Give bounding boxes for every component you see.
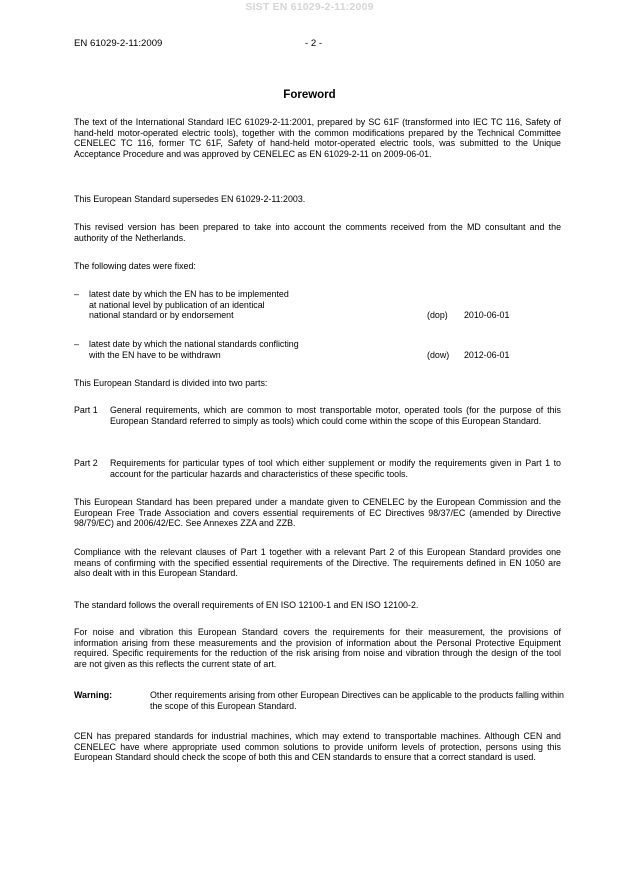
paragraph-divided: This European Standard is divided into two parts: — [74, 378, 268, 388]
list-dash: – — [74, 289, 79, 299]
warning-label: Warning: — [74, 690, 113, 700]
page-number: - 2 - — [305, 38, 323, 49]
paragraph-compliance: Compliance with the relevant clauses of Part 1 together with a relevant Part 2 of this European Standard provides one means of confirming with the specified essential requirements of the Directive. The requirements defined in EN 1050 are also dealt with in this European Standard. — [74, 547, 561, 579]
paragraph-supersedes: This European Standard supersedes EN 61029-2-11:2003. — [74, 194, 306, 204]
date-code: (dop) — [427, 310, 448, 320]
date-value: 2010-06-01 — [464, 310, 510, 320]
warning-text: Other requirements arising from other European Directives can be applicable to the products falling within the scope of this European Standard. — [150, 690, 564, 711]
paragraph-cen: CEN has prepared standards for industrial machines, which may extend to transportable machines. Although CEN and CENELEC have where appropriate used common solutions to provide uniform levels of protection, persons using this European Standard should check the scope of both this and CEN standards to ensure that a correct standard is used. — [74, 731, 561, 763]
part-label: Part 1 — [74, 405, 98, 415]
document-code: EN 61029-2-11:2009 — [74, 38, 163, 49]
part-description: Requirements for particular types of tool which either supplement or modify the requirements given in Part 1 to account for the particular hazards and characteristics of these specific tools. — [110, 458, 561, 479]
part-description: General requirements, which are common to most transportable motor, operated tools (for the purpose of this European Standard referred to simply as tools) which could come within the scope of this European Standard. — [110, 405, 561, 426]
paragraph-dates-intro: The following dates were fixed: — [74, 261, 196, 271]
date-item-dop — [74, 289, 561, 323]
date-item-description: latest date by which the national standards conflicting with the EN have to be withdrawn — [89, 339, 299, 360]
part-item — [74, 458, 561, 481]
part-item — [74, 405, 561, 439]
watermark: SIST EN 61029-2-11:2009 — [245, 1, 374, 13]
warning-note — [74, 690, 564, 713]
paragraph-revised: This revised version has been prepared to take into account the comments received from the MD consultant and the authority of the Netherlands. — [74, 222, 561, 243]
paragraph-mandate: This European Standard has been prepared under a mandate given to CENELEC by the European Commission and the European Free Trade Association and covers essential requirements of EC Directives 98/37/EC (amended by Directive 98/79/EC) and 2006/42/EC. See Annexes ZZA and ZZB. — [74, 497, 561, 529]
date-code: (dow) — [427, 350, 450, 360]
page-title: Foreword — [283, 89, 336, 101]
date-item-dow — [74, 339, 561, 362]
date-value: 2012-06-01 — [464, 350, 510, 360]
paragraph-noise: For noise and vibration this European Standard covers the requirements for their measurement, the provisions of information arising from these measurements and the provision of information about the Personal Protective Equipment required. Specific requirements for the reduction of the risk arising from noise and vibration through the design of the tool are not given as this reflects the current state of art. — [74, 627, 561, 669]
paragraph-iso: The standard follows the overall requirements of EN ISO 12100-1 and EN ISO 12100-2. — [74, 600, 419, 610]
paragraph-intro: The text of the International Standard IEC 61029-2-11:2001, prepared by SC 61F (transformed into IEC TC 116, Safety of hand-held motor-operated electric tools), together with the common modifications prepared by the Technical Committee CENELEC TC 116, former TC 61F, Safety of hand-held motor-operated electric tools, was submitted to the Unique Acceptance Procedure and was approved by CENELEC as EN 61029-2-11 on 2009-06-01. — [74, 117, 561, 159]
date-item-description: latest date by which the EN has to be implemented at national level by publication of an identical national standard or by endorsement — [89, 289, 289, 321]
list-dash: – — [74, 339, 79, 349]
part-label: Part 2 — [74, 458, 98, 468]
